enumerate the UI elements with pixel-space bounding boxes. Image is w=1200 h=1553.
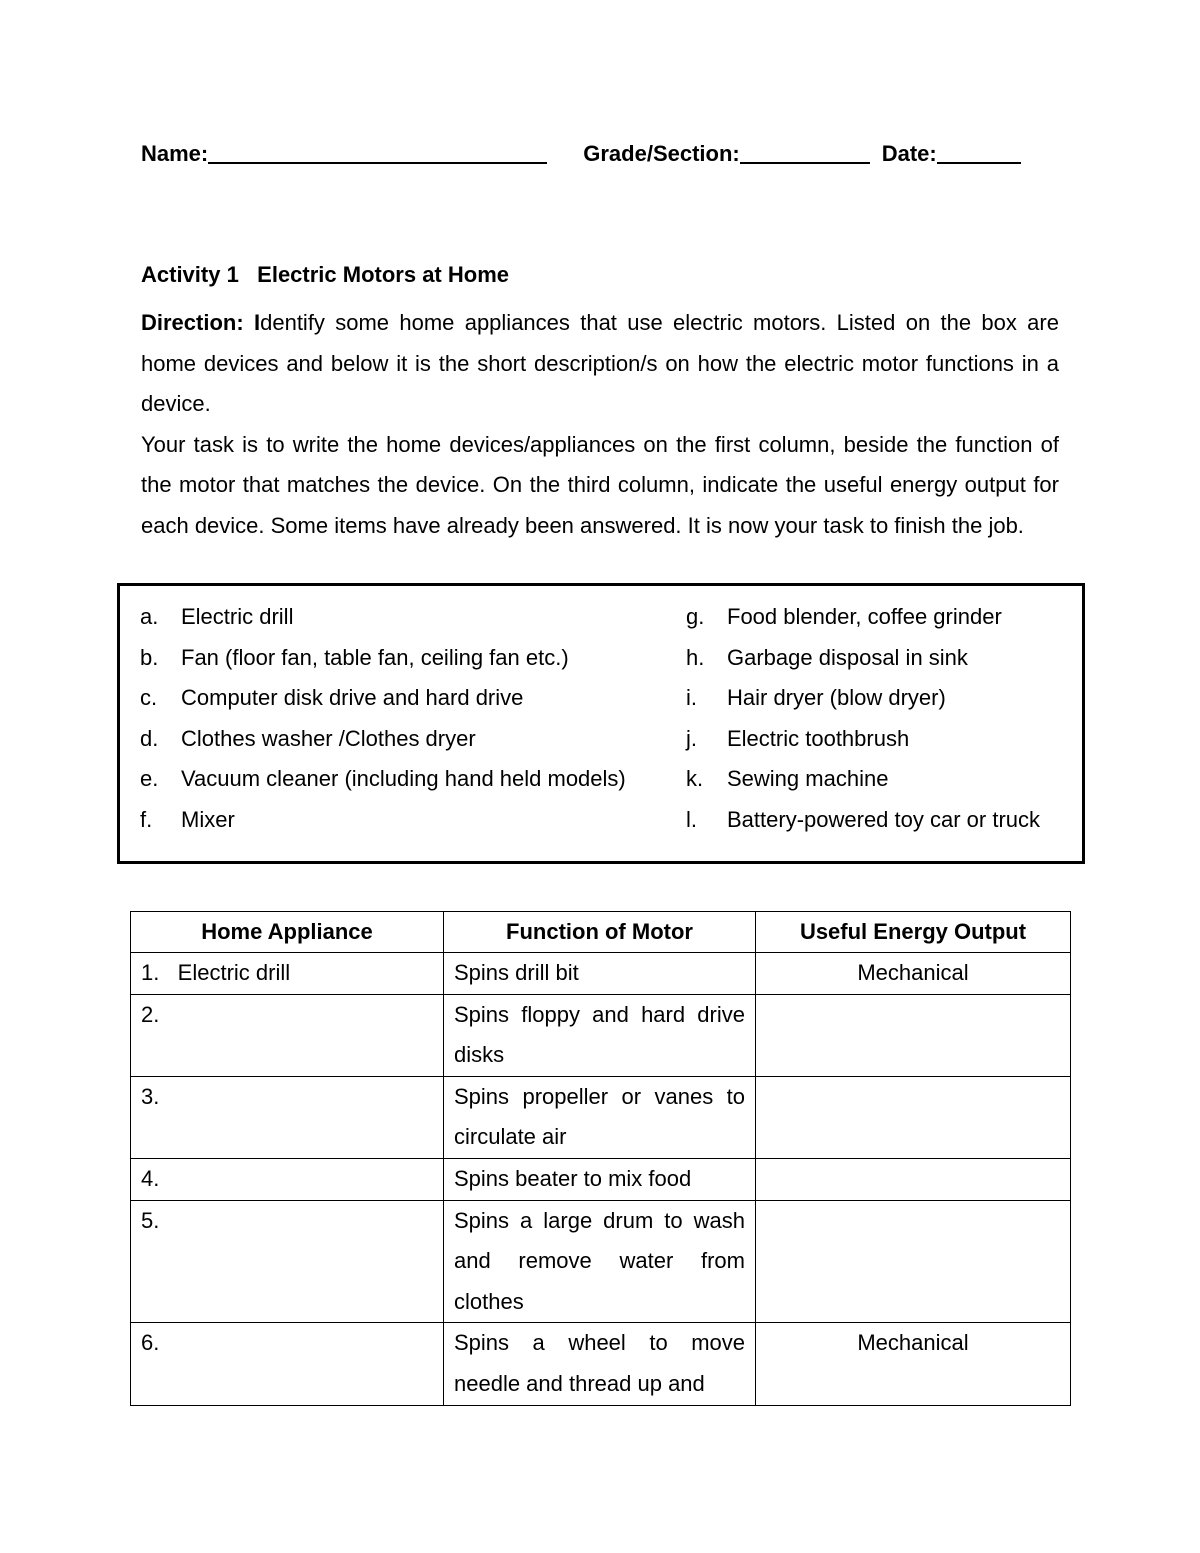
choice-item xyxy=(686,643,1076,684)
choice-text: Battery-powered toy car or truck xyxy=(727,806,1041,832)
direction-paragraph xyxy=(141,303,1059,425)
choice-letter: c. xyxy=(140,685,158,711)
appliance-cell[interactable]: 4. xyxy=(131,1158,444,1200)
choice-letter: a. xyxy=(140,604,159,629)
choice-item xyxy=(686,724,1076,765)
choice-item xyxy=(140,805,680,846)
choice-text: Garbage disposal in sink xyxy=(727,644,968,670)
appliance-cell[interactable]: 3. xyxy=(131,1076,444,1158)
choice-letter: b. xyxy=(140,644,159,670)
function-cell: Spins propeller or vanes to circulate air xyxy=(444,1076,756,1158)
choice-text: Sewing machine xyxy=(727,766,889,792)
appliance-cell[interactable]: 6. xyxy=(131,1323,444,1405)
table-row xyxy=(131,1158,1071,1200)
choice-text: Electric toothbrush xyxy=(727,725,910,751)
choice-text: Hair dryer (blow dryer) xyxy=(727,685,946,711)
choice-item xyxy=(686,602,1076,643)
choice-item xyxy=(686,683,1076,724)
header-function-of-motor: Function of Motor xyxy=(444,912,756,953)
choice-item xyxy=(686,805,1076,846)
choice-item xyxy=(140,643,680,684)
table-row xyxy=(131,1200,1071,1323)
output-cell[interactable]: Mechanical xyxy=(756,953,1071,995)
choice-letter: g. xyxy=(686,604,705,629)
choice-text: Computer disk drive and hard drive xyxy=(181,685,524,711)
name-blank[interactable] xyxy=(208,140,547,164)
date-blank[interactable] xyxy=(937,140,1021,164)
function-cell: Spins floppy and hard drive disks xyxy=(444,994,756,1076)
choice-text: Food blender, coffee grinder xyxy=(727,604,1002,629)
activity-title: Activity 1 Electric Motors at Home xyxy=(141,262,509,287)
choices-box xyxy=(117,583,1085,864)
choice-item xyxy=(140,683,680,724)
output-cell[interactable] xyxy=(756,1200,1071,1323)
table-row xyxy=(131,1076,1071,1158)
choice-letter: i. xyxy=(686,685,697,711)
grade-section-blank[interactable] xyxy=(740,140,870,164)
table-row xyxy=(131,953,1071,995)
function-cell: Spins a large drum to wash and remove water from clothes xyxy=(444,1200,756,1323)
output-cell[interactable] xyxy=(756,1076,1071,1158)
appliance-cell[interactable]: 1. Electric drill xyxy=(131,953,444,995)
grade-section-label: Grade/Section: xyxy=(583,141,740,166)
choice-text: Electric drill xyxy=(181,604,294,629)
choice-letter: f. xyxy=(140,806,153,832)
choices-left-column xyxy=(140,602,680,846)
task-paragraph: Your task is to write the home devices/appliances on the first column, beside the function of the motor that matches the device. On the third column, indicate the useful energy output for each device. Some items have already been answered. It is now your task to finish the job. xyxy=(141,431,1059,538)
choice-letter: l. xyxy=(686,806,697,832)
choices-right-column xyxy=(686,602,1076,846)
header-home-appliance: Home Appliance xyxy=(131,912,444,953)
output-cell[interactable] xyxy=(756,994,1071,1076)
output-cell[interactable] xyxy=(756,1158,1071,1200)
choice-letter: h. xyxy=(686,644,705,670)
date-label: Date: xyxy=(881,141,937,166)
table-row xyxy=(131,1323,1071,1405)
function-cell: Spins a wheel to move needle and thread up and xyxy=(444,1323,756,1405)
answer-table xyxy=(130,911,1071,1406)
choice-letter: e. xyxy=(140,766,159,792)
appliance-cell[interactable]: 5. xyxy=(131,1200,444,1323)
function-cell: Spins drill bit xyxy=(444,953,756,995)
name-label: Name: xyxy=(141,141,209,166)
choice-text: Fan (floor fan, table fan, ceiling fan etc.) xyxy=(181,644,569,670)
choice-text: Mixer xyxy=(181,806,235,832)
choice-text: Clothes washer /Clothes dryer xyxy=(181,725,476,751)
choice-letter: k. xyxy=(686,766,704,792)
choice-text: Vacuum cleaner (including hand held models) xyxy=(181,766,626,792)
direction-label: Direction: I xyxy=(141,310,261,335)
student-info-line xyxy=(141,140,1061,167)
choice-letter: d. xyxy=(140,725,159,751)
table-header-row xyxy=(131,912,1071,953)
function-cell: Spins beater to mix food xyxy=(444,1158,756,1200)
table-row xyxy=(131,994,1071,1076)
choice-item xyxy=(140,764,680,805)
appliance-cell[interactable]: 2. xyxy=(131,994,444,1076)
direction-block xyxy=(141,303,1059,547)
choice-letter: j. xyxy=(686,725,697,751)
header-useful-energy-output: Useful Energy Output xyxy=(756,912,1071,953)
direction-text: dentify some home appliances that use electric motors. Listed on the box are home devices and below it is the short description/s on how the electric motor functions in a device. xyxy=(141,310,1059,417)
choice-item xyxy=(140,602,680,643)
output-cell[interactable]: Mechanical xyxy=(756,1323,1071,1405)
choice-item xyxy=(686,764,1076,805)
choice-item xyxy=(140,724,680,765)
